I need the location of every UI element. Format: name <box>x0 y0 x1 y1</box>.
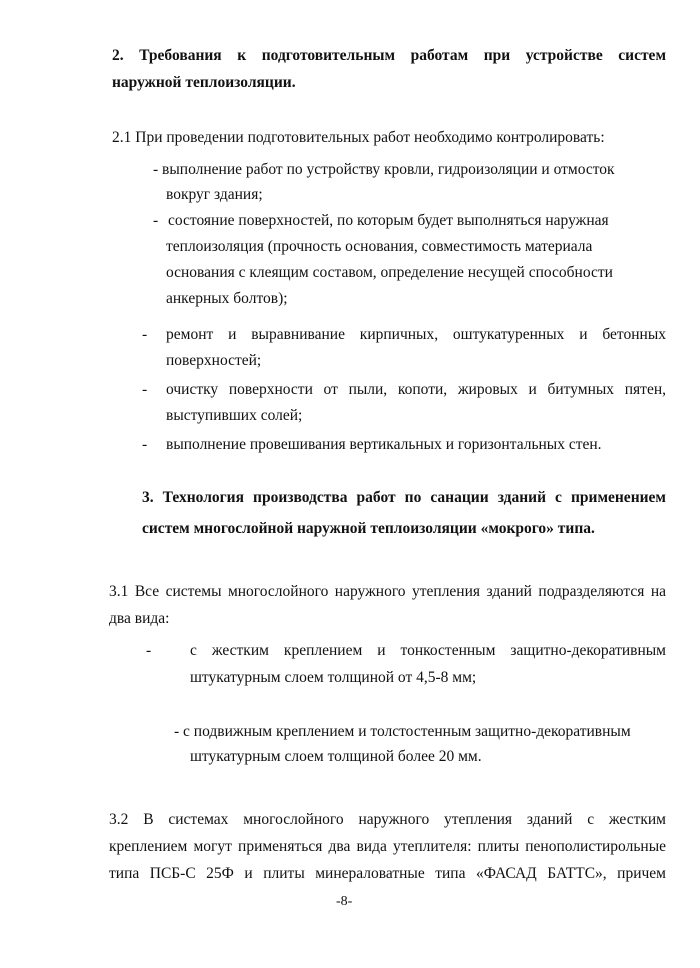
list-item-surfaces-line-4: анкерных болтов); <box>166 290 288 307</box>
list-item-cleaning-line-2: выступивших солей; <box>166 407 303 424</box>
list-item-roofing-line-1: - выполнение работ по устройству кровли, гидроизоляции и отмосток <box>153 161 615 178</box>
list-item-plumbing-line-1: выполнение провешивания вертикальных и горизонтальных стен. <box>166 436 602 453</box>
section-3-heading-line-1: 3. Технология производства работ по санации зданий с применением <box>142 489 666 506</box>
list-dash: - <box>146 642 152 659</box>
list-item-repair-line-2: поверхностей; <box>166 352 262 369</box>
list-item-roofing-line-2: вокруг здания; <box>166 186 263 203</box>
list-item-surfaces-line-1: состояние поверхностей, по которым будет выполняться наружная <box>168 212 609 229</box>
section-2-heading-line-2: наружной теплоизоляции. <box>112 74 296 91</box>
list-item-movable-line-1: - с подвижным креплением и толстостенным защитно-декоративным <box>174 723 631 740</box>
section-3-heading-line-2: систем многослойной наружной теплоизоляции «мокрого» типа. <box>142 520 595 537</box>
list-item-cleaning-line-1: очистку поверхности от пыли, копоти, жировых и битумных пятен, <box>166 381 666 398</box>
list-item-rigid-line-1: с жестким креплением и тонкостенным защитно-декоративным <box>190 642 666 659</box>
list-dash: - <box>142 326 148 343</box>
list-item-rigid-line-2: штукатурным слоем толщиной от 4,5-8 мм; <box>190 669 477 686</box>
paragraph-3-1-line-1: 3.1 Все системы многослойного наружного утепления зданий подразделяются на <box>109 583 666 600</box>
paragraph-3-2-line-1: 3.2 В системах многослойного наружного утепления зданий с жестким <box>109 811 666 828</box>
paragraph-3-1-line-2: два вида: <box>109 610 170 627</box>
paragraph-3-2-line-3: типа ПСБ-С 25Ф и плиты минераловатные типа «ФАСАД БАТТС», причем <box>109 865 666 882</box>
paragraph-2-1-intro: 2.1 При проведении подготовительных работ необходимо контролировать: <box>112 129 605 146</box>
paragraph-3-2-line-2: креплением могут применяться два вида утеплителя: плиты пенополистирольные <box>109 838 666 855</box>
list-item-surfaces-line-3: основания с клеящим составом, определение несущей способности <box>166 264 613 281</box>
list-dash: - <box>142 436 148 453</box>
list-item-surfaces-line-2: теплоизоляция (прочность основания, совместимость материала <box>166 238 593 255</box>
list-dash: - <box>153 212 159 229</box>
list-dash: - <box>142 381 148 398</box>
list-item-repair-line-1: ремонт и выравнивание кирпичных, оштукатуренных и бетонных <box>166 326 666 343</box>
section-2-heading-line-1: 2. Требования к подготовительным работам при устройстве систем <box>112 47 666 64</box>
list-item-movable-line-2: штукатурным слоем толщиной более 20 мм. <box>190 748 482 765</box>
page-number: -8- <box>336 894 353 909</box>
